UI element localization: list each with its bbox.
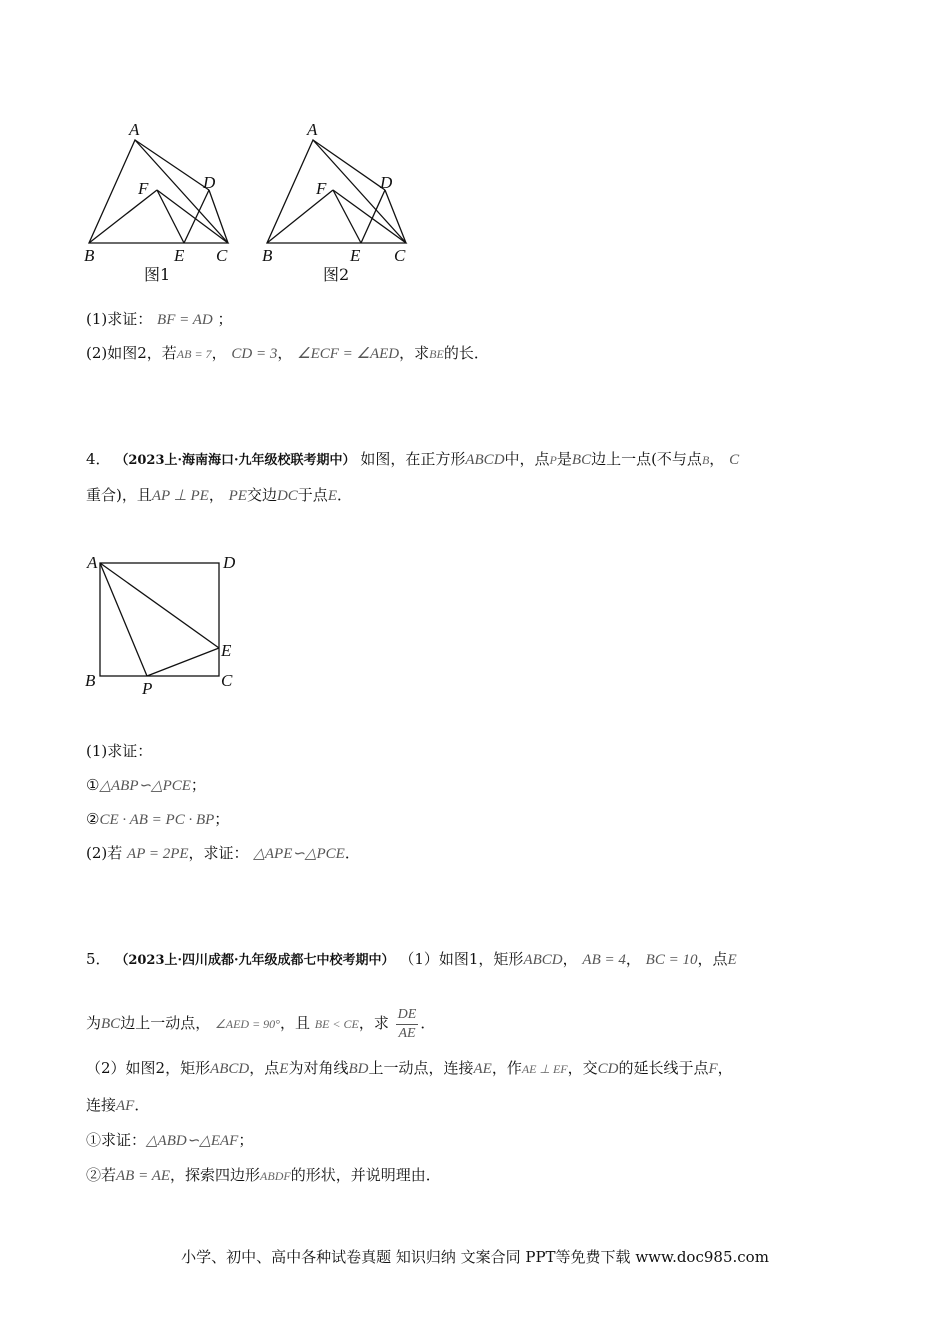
q4-text: 于点 <box>297 486 328 504</box>
q5-source: （2023上·四川成都·九年级成都七中校考期中） <box>115 953 395 968</box>
square-label-E: E <box>221 641 232 660</box>
q5-claim2-math: AB = AE <box>116 1168 171 1184</box>
q4-part1-prefix: (1)求证： <box>86 742 153 760</box>
fig1-label-E: E <box>174 246 185 265</box>
q5-text: ， <box>717 1059 733 1077</box>
q5-claim2 <box>86 1165 441 1186</box>
square-label-D: D <box>223 553 236 572</box>
q5-stem-line2 <box>86 1005 435 1043</box>
q5-stem-line4 <box>86 1095 149 1116</box>
q5-math: BC = 10 <box>645 952 698 968</box>
q5-fraction-numerator: DE <box>396 1006 419 1025</box>
q5-stem-line3 <box>86 1058 733 1079</box>
q3-part2-prefix: (2)如图2，若 <box>86 344 177 362</box>
q3-sep1: ， <box>211 344 227 362</box>
q5-text: ，交 <box>567 1059 598 1077</box>
q5-text: 连接 <box>86 1096 117 1114</box>
q5-math: ∠AED = 90° <box>214 1017 280 1031</box>
q5-claim1-math: △ABD∽△EAF <box>146 1133 239 1149</box>
q3-math-cd: CD = 3 <box>231 346 278 362</box>
q4-number: 4． <box>86 450 111 468</box>
q4-claim1-end: ； <box>190 776 206 794</box>
q5-text: 为对角线 <box>288 1059 349 1077</box>
footer-text: 小学、初中、高中各种试卷真题 知识归纳 文案合同 PPT等免费下载 www.doc985.com <box>181 1248 769 1266</box>
q5-fraction <box>396 1006 419 1043</box>
q5-text: ，点 <box>697 950 728 968</box>
q4-math: P <box>549 453 557 467</box>
fig2-caption: 图2 <box>323 265 350 284</box>
q5-math: BC <box>101 1016 121 1032</box>
q4-claim1-math: △ABP∽△PCE <box>99 778 191 794</box>
q5-math: ABCD <box>523 952 563 968</box>
fig1-caption: 图1 <box>144 265 171 284</box>
q3-part1-prefix: (1)求证： <box>86 310 153 328</box>
q5-claim1-prefix: ①求证： <box>86 1131 147 1149</box>
q3-math-angle: ∠ECF = ∠AED <box>297 346 400 362</box>
q5-math: BD <box>348 1061 369 1077</box>
q5-fraction-denominator: AE <box>398 1025 416 1041</box>
fig1-label-F: F <box>138 179 149 198</box>
q5-claim2-prefix: ②若 <box>86 1166 117 1184</box>
q5-math: E <box>279 1061 289 1077</box>
q4-claim2-mark: ② <box>86 810 100 828</box>
fig2-label-A: A <box>307 120 318 139</box>
q5-claim2-math: ABDF <box>260 1169 291 1183</box>
fig2-label-E: E <box>350 246 361 265</box>
q4-math: C <box>729 452 740 468</box>
q5-claim1 <box>86 1130 253 1151</box>
fig2-label-D: D <box>380 173 393 192</box>
q4-math: BC <box>571 452 592 468</box>
q4-part2 <box>86 843 360 864</box>
q4-part2-mid: ，求证： <box>188 844 249 862</box>
q4-part2-end: ． <box>344 844 360 862</box>
q4-text: ， <box>208 486 224 504</box>
square-label-A: A <box>87 553 98 572</box>
q5-math: F <box>708 1061 718 1077</box>
q4-claim1 <box>86 775 206 796</box>
q5-text: （1）如图1，矩形 <box>399 950 524 968</box>
q5-text: ． <box>134 1096 150 1114</box>
q5-math: E <box>727 952 737 968</box>
q5-claim2-end: 的形状，并说明理由． <box>290 1166 441 1184</box>
q3-part2-mid: ，求 <box>399 344 430 362</box>
q4-text: ， <box>709 450 725 468</box>
fig1-label-A: A <box>129 120 140 139</box>
q4-part2-prefix: (2)若 <box>86 844 123 862</box>
q3-sep2: ， <box>277 344 293 362</box>
square-label-C: C <box>221 671 233 690</box>
q4-part2-math: AP = 2PE <box>127 846 189 862</box>
q5-text: 的延长线于点 <box>618 1059 709 1077</box>
fig2-label-F: F <box>316 179 327 198</box>
q4-stem-line1 <box>86 449 739 471</box>
q3-part1-math: BF = AD <box>157 312 213 328</box>
q5-math: AF <box>116 1098 135 1114</box>
q5-math: BE < CE <box>314 1017 359 1031</box>
q5-math: AE ⊥ EF <box>521 1062 568 1076</box>
q4-text: 中，点 <box>504 450 550 468</box>
fig2-label-B: B <box>262 246 273 265</box>
q5-math: AB = 4 <box>582 952 626 968</box>
page-footer <box>0 1246 950 1267</box>
q3-part2-end: 的长． <box>443 344 489 362</box>
q4-source: （2023上·海南海口·九年级校联考期中） <box>115 453 356 468</box>
q5-stem-line1 <box>86 949 737 971</box>
q4-text: 如图，在正方形 <box>360 450 466 468</box>
q3-math-ab: AB = 7 <box>176 347 212 361</box>
q4-stem-line2 <box>86 485 352 506</box>
fig1-label-D: D <box>203 173 216 192</box>
q4-math: E <box>327 488 337 504</box>
fig2-label-C: C <box>394 246 406 265</box>
q5-text: ，且 <box>279 1014 310 1032</box>
q5-text: （2）如图2，矩形 <box>86 1059 211 1077</box>
q4-text: 是 <box>556 450 572 468</box>
q4-text: 边上一点(不与点 <box>591 450 702 468</box>
q3-part1 <box>86 309 233 330</box>
q5-text: ， <box>625 950 641 968</box>
q5-text: ，作 <box>491 1059 522 1077</box>
q4-math: ABCD <box>465 452 505 468</box>
q3-math-be: BE <box>429 347 444 361</box>
q5-text: ，求 <box>358 1014 389 1032</box>
square-label-P: P <box>142 679 153 698</box>
q4-part2-math: △APE∽△PCE <box>253 846 345 862</box>
q4-text: 重合)，且 <box>86 486 152 504</box>
q5-text: ， <box>562 950 578 968</box>
q5-text: 为 <box>86 1014 102 1032</box>
q5-text: 上一动点，连接 <box>368 1059 474 1077</box>
square-label-B: B <box>85 671 96 690</box>
q4-text: ． <box>336 486 352 504</box>
q5-math: ABCD <box>210 1061 250 1077</box>
fig1-label-C: C <box>216 246 228 265</box>
q5-claim1-end: ； <box>238 1131 254 1149</box>
figure-square <box>80 548 250 698</box>
q5-text: ，点 <box>249 1059 280 1077</box>
q4-claim2 <box>86 809 229 830</box>
q5-math: CD <box>597 1061 619 1077</box>
q4-claim1-mark: ① <box>86 776 100 794</box>
q5-number: 5． <box>86 950 111 968</box>
q5-text: 边上一动点， <box>120 1014 211 1032</box>
q3-part2 <box>86 343 489 364</box>
q4-math: AP ⊥ PE <box>151 488 209 504</box>
q4-claim2-end: ； <box>214 810 230 828</box>
q5-claim2-text: ，探索四边形 <box>170 1166 261 1184</box>
q4-math: B <box>701 453 710 467</box>
q4-text: 交边 <box>246 486 277 504</box>
q5-math: AE <box>473 1061 492 1077</box>
q4-math: DC <box>276 488 298 504</box>
q5-text: ． <box>420 1014 436 1032</box>
figure-1-and-2 <box>80 118 420 288</box>
q3-part1-end: ； <box>217 310 233 328</box>
q4-claim2-math: CE · AB = PC · BP <box>99 812 215 828</box>
q4-math: PE <box>228 488 247 504</box>
fig1-label-B: B <box>84 246 95 265</box>
q4-part1 <box>86 741 152 761</box>
